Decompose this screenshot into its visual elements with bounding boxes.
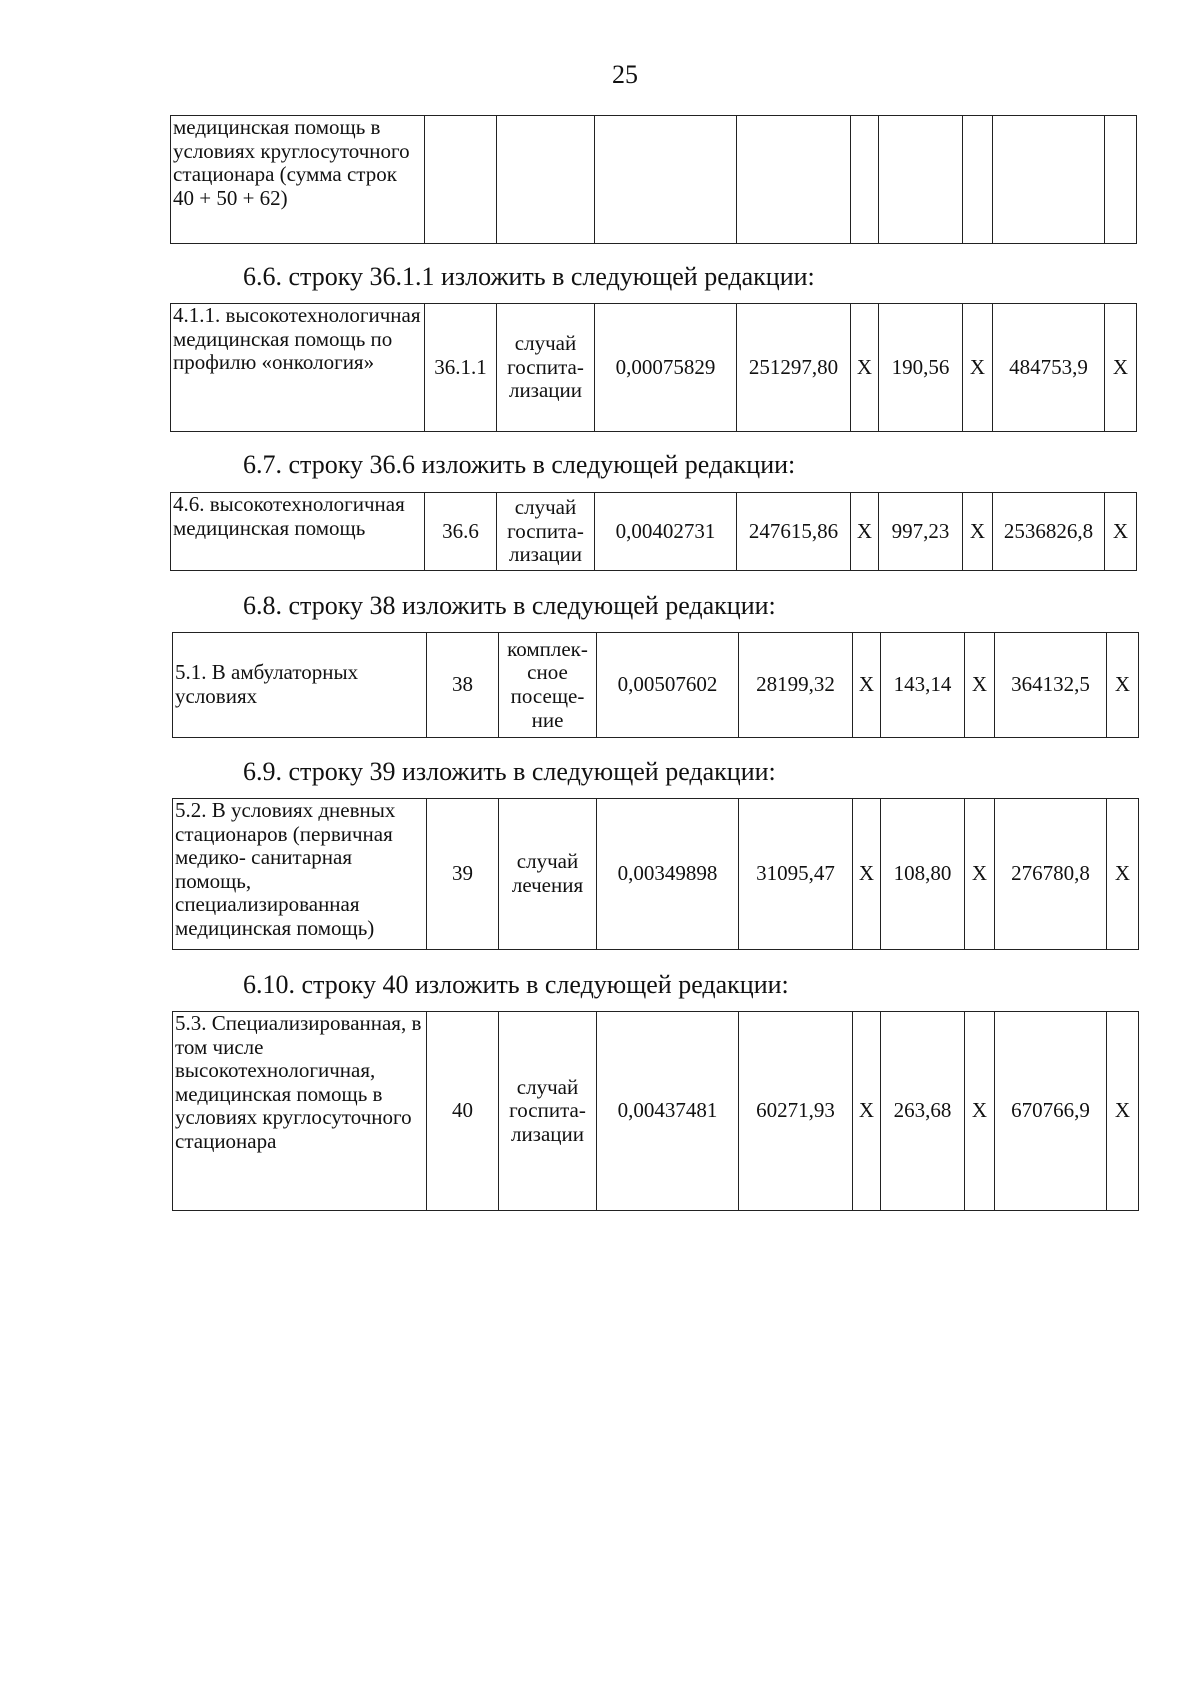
row-total: 276780,8 [995, 799, 1107, 950]
row-line-number: 36.1.1 [425, 304, 497, 432]
row-unit: случай госпита- лизации [499, 1012, 597, 1211]
row-per-capita: 143,14 [881, 633, 965, 738]
cell-empty [425, 116, 497, 244]
row-total: 484753,9 [993, 304, 1105, 432]
row-name: 5.3. Специализированная, в том числе высокотехнологичная, медицинская помощь в условиях круглосуточного стационара [173, 1012, 427, 1211]
table-row [173, 799, 1139, 950]
row-per-capita: 997,23 [879, 493, 963, 571]
row-x: X [965, 1012, 995, 1211]
row-norm: 0,00437481 [597, 1012, 739, 1211]
section-heading: 6.7. строку 36.6 изложить в следующей редакции: [243, 450, 796, 479]
table-fragment [170, 115, 1137, 244]
row-line-number: 38 [427, 633, 499, 738]
row-line-number: 39 [427, 799, 499, 950]
row-line-number: 36.6 [425, 493, 497, 571]
row-x: X [853, 799, 881, 950]
table-row-38 [172, 632, 1139, 738]
row-x: X [851, 493, 879, 571]
row-unit: случай госпита- лизации [497, 493, 595, 571]
row-x: X [1107, 1012, 1139, 1211]
cell-empty [1105, 116, 1137, 244]
table-row [173, 633, 1139, 738]
row-x: X [1105, 493, 1137, 571]
table-row-39 [172, 798, 1139, 950]
table-row [171, 304, 1137, 432]
row-x: X [1107, 799, 1139, 950]
row-x: X [965, 633, 995, 738]
row-total: 364132,5 [995, 633, 1107, 738]
row-unit: комплек- сное посеще- ние [499, 633, 597, 738]
row-per-capita: 190,56 [879, 304, 963, 432]
cell-empty [963, 116, 993, 244]
row-total: 670766,9 [995, 1012, 1107, 1211]
row-norm: 0,00507602 [597, 633, 739, 738]
row-norm: 0,00075829 [595, 304, 737, 432]
section-heading: 6.6. строку 36.1.1 изложить в следующей редакции: [243, 262, 815, 291]
row-per-capita: 263,68 [881, 1012, 965, 1211]
row-unit: случай лечения [499, 799, 597, 950]
page-number: 25 [612, 60, 638, 89]
cell-empty [595, 116, 737, 244]
row-line-number: 40 [427, 1012, 499, 1211]
row-x: X [851, 304, 879, 432]
row-x: X [853, 633, 881, 738]
cell-empty [737, 116, 851, 244]
row-name: 4.6. высокотехнологичная медицинская помощь [171, 493, 425, 571]
row-unit: случай госпита- лизации [497, 304, 595, 432]
cell-empty [497, 116, 595, 244]
cell-empty [993, 116, 1105, 244]
cell-empty [851, 116, 879, 244]
row-cost: 251297,80 [737, 304, 851, 432]
section-heading: 6.10. строку 40 изложить в следующей редакции: [243, 970, 789, 999]
table-row [173, 1012, 1139, 1211]
row-x: X [1107, 633, 1139, 738]
row-cost: 31095,47 [739, 799, 853, 950]
section-heading: 6.9. строку 39 изложить в следующей редакции: [243, 757, 776, 786]
cell-empty [879, 116, 963, 244]
row-x: X [965, 799, 995, 950]
row-name: 4.1.1. высокотехнологичная медицинская помощь по профилю «онкология» [171, 304, 425, 432]
row-total: 2536826,8 [993, 493, 1105, 571]
row-name: 5.1. В амбулаторных условиях [173, 633, 427, 738]
table-row-36-6 [170, 492, 1137, 571]
row-cost: 60271,93 [739, 1012, 853, 1211]
table-row-36-1-1 [170, 303, 1137, 432]
row-name: 5.2. В условиях дневных стационаров (первичная медико- санитарная помощь, специализированная медицинская помощь) [173, 799, 427, 950]
row-cost: 28199,32 [739, 633, 853, 738]
table-row [171, 116, 1137, 244]
row-x: X [963, 493, 993, 571]
row-x: X [853, 1012, 881, 1211]
row-cost: 247615,86 [737, 493, 851, 571]
row-x: X [963, 304, 993, 432]
table-row-40 [172, 1011, 1139, 1211]
table-row [171, 493, 1137, 571]
row-name: медицинская помощь в условиях круглосуточного стационара (сумма строк 40 + 50 + 62) [171, 116, 425, 244]
row-norm: 0,00349898 [597, 799, 739, 950]
section-heading: 6.8. строку 38 изложить в следующей редакции: [243, 591, 776, 620]
row-norm: 0,00402731 [595, 493, 737, 571]
row-x: X [1105, 304, 1137, 432]
row-per-capita: 108,80 [881, 799, 965, 950]
